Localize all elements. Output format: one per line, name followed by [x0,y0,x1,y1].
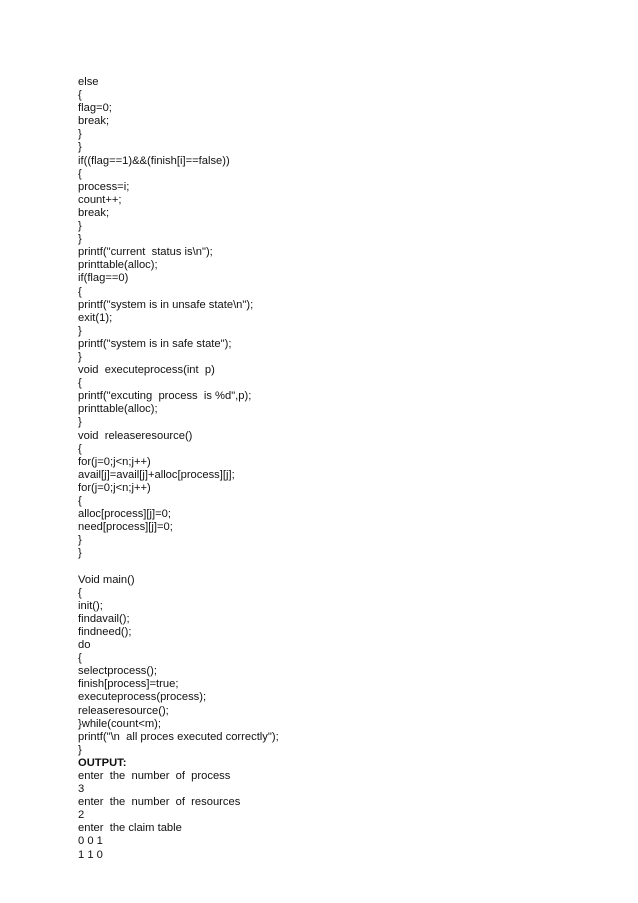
code-line: } [78,128,82,141]
code-line: Void main() [78,573,135,586]
code-line: void executeprocess(int p) [78,364,215,377]
code-line: } [78,324,82,337]
code-line: avail[j]=avail[j]+alloc[process][j]; [78,468,235,481]
code-line: } [78,141,82,154]
code-line: finish[process]=true; [78,678,179,691]
code-line: enter the claim table [78,822,182,835]
section-heading: OUTPUT: [78,756,127,769]
code-line: 2 [78,809,85,822]
code-line: } [78,416,82,429]
code-line: 1 1 0 [78,848,103,861]
code-line: findavail(); [78,612,130,625]
code-line: printf("system is in unsafe state\n"); [78,298,254,311]
code-line: } [78,350,82,363]
code-line: if(flag==0) [78,272,129,285]
code-line: do [78,639,91,652]
code-line: 0 0 1 [78,835,103,848]
code-line: void releaseresource() [78,429,193,442]
code-line: { [78,495,82,507]
code-line: printf("current status is\n"); [78,246,213,259]
code-line: } [78,220,82,233]
code-line: { [78,442,82,455]
code-line: } [78,534,82,547]
code-line: { [78,285,82,298]
code-line: }while(count<m); [78,717,162,730]
code-line: init(); [78,599,103,612]
code-line: 3 [78,783,85,796]
code-line: break; [78,115,110,128]
code-line: if((flag==1)&&(finish[i]==false)) [78,154,230,167]
code-line: } [78,743,82,756]
code-line: break; [78,206,110,219]
code-line: printtable(alloc); [78,403,158,416]
code-line: else [78,76,99,88]
code-line: enter the number of resources [78,796,241,809]
code-line: releaseresource(); [78,704,169,717]
code-line: printf("excuting process is %d",p); [78,390,252,403]
code-line: findneed(); [78,625,132,638]
code-line: flag=0; [78,102,112,115]
code-line: process=i; [78,180,130,193]
code-line [78,560,618,573]
code-line: need[process][j]=0; [78,521,173,534]
code-line: { [78,377,82,390]
code-line: alloc[process][j]=0; [78,508,171,521]
code-line: printtable(alloc); [78,259,158,272]
code-line: { [78,652,82,665]
code-line: count++; [78,193,122,206]
code-line: { [78,167,82,180]
code-line: for(j=0;j<n;j++) [78,481,151,494]
code-line: { [78,89,82,102]
code-line: for(j=0;j<n;j++) [78,455,151,468]
code-line: } [78,233,82,246]
code-line: } [78,547,82,560]
code-line: selectprocess(); [78,665,157,678]
code-line: enter the number of process [78,769,231,782]
code-line: { [78,586,82,599]
code-listing [78,76,618,862]
code-line: printf("system is in safe state"); [78,337,232,350]
code-line: executeprocess(process); [78,691,207,704]
code-line: printf("\n all proces executed correctly"); [78,730,279,743]
code-line: exit(1); [78,311,113,324]
